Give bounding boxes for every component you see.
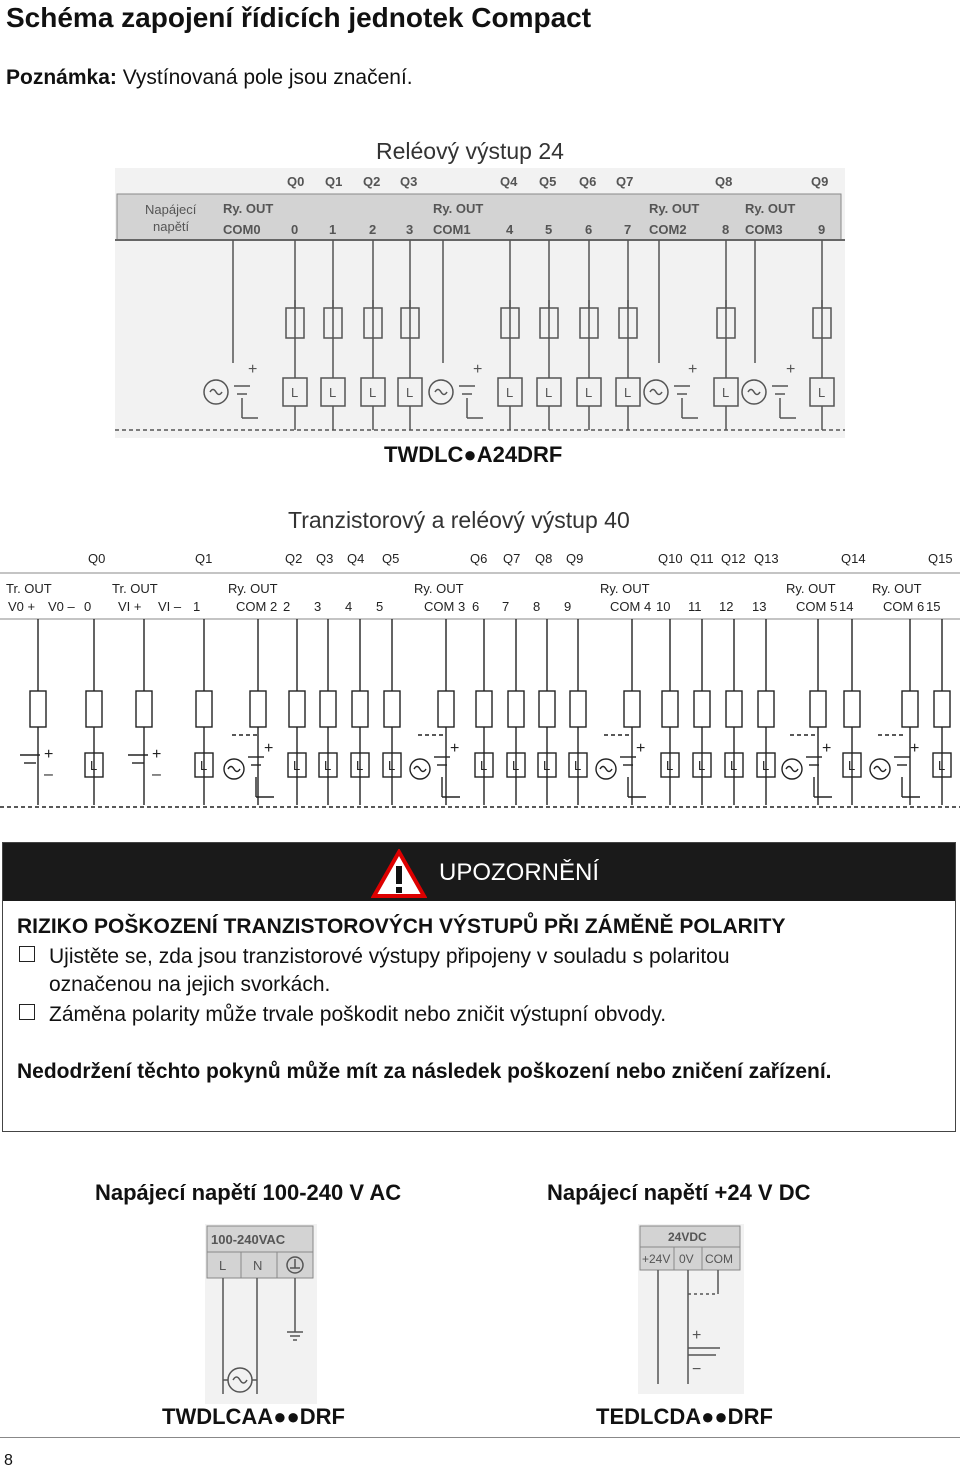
fuse [902,691,918,727]
supply-dc-terminal-plus: +24V [642,1252,671,1266]
fuse [384,691,400,727]
supply-ac-heading: Napájecí napětí 100-240 V AC [95,1180,402,1205]
plus-sign-icon: + [692,1327,702,1344]
load-label: L [200,758,208,773]
terminal-label: 13 [752,599,767,614]
terminal-label: 1 [329,222,337,237]
supply-dc-diagram [638,1224,744,1394]
page-number: 8 [4,1452,13,1469]
q-label: Q14 [841,551,866,566]
q-label: Q4 [500,174,518,189]
model-24: TWDLC●A24DRF [384,442,563,467]
load-label: L [480,758,488,773]
warning-item-1 [19,945,730,969]
terminal-label: 6 [585,222,593,237]
terminal-label: 10 [656,599,671,614]
fuse [570,691,586,727]
fuse [320,691,336,727]
q-label: Q0 [88,551,106,566]
supply-dc-terminal-0v: 0V [679,1252,694,1266]
supply-ac-terminal-l: L [219,1258,227,1273]
load-label: L [356,758,364,773]
plus-label: + [786,361,796,378]
q-label: Q13 [754,551,779,566]
load-label: L [698,758,706,773]
q-label: Q7 [616,174,634,189]
ry-out-label: Ry. OUT [786,581,836,596]
load-label: L [585,385,593,400]
fuse [30,691,46,727]
tr-out-label: Tr. OUT [112,581,158,596]
terminal-label: 8 [722,222,730,237]
plus-label: + [473,361,483,378]
terminal-label: 7 [624,222,632,237]
model-ac: TWDLCAA●●DRF [162,1404,345,1429]
plus-label: + [636,740,646,757]
ry-out-label: Ry. OUT [872,581,922,596]
warning-triangle-icon [371,849,427,899]
load-label: L [388,758,396,773]
warning-item-2 [19,1003,666,1027]
checkbox-icon [19,946,35,962]
com-label: COM2 [649,222,687,237]
q-label: Q5 [382,551,400,566]
q-label: Q15 [928,551,953,566]
load-label: L [406,385,414,400]
terminal-label: 12 [719,599,734,614]
q-label: Q0 [287,174,305,189]
ry-out-label: Ry. OUT [223,201,274,216]
load-label: L [848,758,856,773]
q-label: Q7 [503,551,521,566]
tr-out-label: Tr. OUT [6,581,52,596]
risk-heading: RIZIKO POŠKOZENÍ TRANZISTOROVÝCH VÝSTUPŮ PŘI ZÁMĚNĚ POLARITY [17,915,786,938]
q-label: Q10 [658,551,683,566]
ry-out-label: Ry. OUT [228,581,278,596]
plus-label: + [264,740,274,757]
diagram40-heading: Tranzistorový a reléový výstup 40 [288,507,630,533]
warning-box [2,842,956,1132]
q-label: Q6 [470,551,488,566]
diagram24-heading: Reléový výstup 24 [376,138,564,164]
q-label: Q2 [285,551,303,566]
load-label: L [818,385,826,400]
q-label: Q3 [316,551,334,566]
load-label: L [543,758,551,773]
fuse [624,691,640,727]
terminal-label: 11 [688,599,702,614]
q-label: Q6 [579,174,597,189]
plus-label: + [44,746,54,763]
com-label: COM3 [745,222,783,237]
terminal-label: 15 [926,599,941,614]
fuse [289,691,305,727]
terminal-label: 4 [345,599,353,614]
load-label: L [506,385,514,400]
load-label: L [574,758,582,773]
q-label: Q2 [363,174,381,189]
load-label: L [666,758,674,773]
terminal-label: 3 [406,222,414,237]
load-label: L [722,385,730,400]
load-label: L [545,385,553,400]
fuse [810,691,826,727]
footer-rule [0,1437,960,1438]
plus-label: + [910,740,920,757]
sine [228,767,240,772]
ry-out-label: Ry. OUT [745,201,796,216]
fuse [508,691,524,727]
terminal-label: 5 [545,222,553,237]
terminal-label: 2 [369,222,377,237]
fuse [758,691,774,727]
fuse [844,691,860,727]
load-label: L [324,758,332,773]
ry-out-label: Ry. OUT [414,581,464,596]
terminal-label: COM 5 [796,599,838,614]
fuse [196,691,212,727]
q-label: Q1 [195,551,213,566]
terminal-label: 14 [839,599,854,614]
plus-label: + [688,361,698,378]
supply-label-1: Napájecí [145,202,197,217]
terminal-label: 9 [818,222,826,237]
sine [600,767,612,772]
terminal-label: 2 [283,599,291,614]
terminal-label: 0 [84,599,92,614]
terminal-label: COM 4 [610,599,652,614]
q-label: Q1 [325,174,343,189]
model-dc: TEDLCDA●●DRF [596,1404,773,1429]
terminal-label: 8 [533,599,541,614]
minus-label: – [44,766,53,783]
terminal-label: 7 [502,599,510,614]
fuse [476,691,492,727]
note-label: Poznámka: [6,66,117,89]
q-label: Q5 [539,174,557,189]
wiring-diagram-40 [0,545,960,815]
q-label: Q9 [566,551,584,566]
ry-out-label: Ry. OUT [600,581,650,596]
warning-item-1-cont: označenou na jejich svorkách. [49,973,331,996]
load-label: L [291,385,299,400]
fuse [934,691,950,727]
terminal-label: COM 3 [424,599,466,614]
load-label: L [624,385,632,400]
fuse [352,691,368,727]
page-title: Schéma zapojení řídicích jednotek Compact [6,2,592,33]
load-label: L [512,758,520,773]
com-label: COM0 [223,222,261,237]
supply-dc-heading: Napájecí napětí +24 V DC [547,1180,811,1205]
supply-ac-label: 100-240VAC [211,1232,286,1247]
load-label: L [762,758,770,773]
terminal-label: 0 [291,222,299,237]
plus-label: + [450,740,460,757]
plus-label: + [248,361,258,378]
warning-item-2-text: Záměna polarity může trvale poškodit nebo zničit výstupní obvody. [49,1003,667,1026]
supply-dc-terminal-com: COM [705,1252,733,1266]
warning-title: UPOZORNĚNÍ [439,859,600,886]
q-label: Q8 [535,551,553,566]
supply-label-2: napětí [153,219,190,234]
plus-label: + [152,746,162,763]
fuse [136,691,152,727]
load-label: L [90,758,98,773]
fuse [662,691,678,727]
sine [786,767,798,772]
minus-sign-icon: − [692,1361,702,1378]
terminal-label: VI – [158,599,182,614]
note-text: Vystínovaná pole jsou značení. [116,66,413,89]
load-label: L [938,758,946,773]
fuse [250,691,266,727]
fuse [694,691,710,727]
load-label: L [369,385,377,400]
q-label: Q8 [715,174,733,189]
load-label: L [293,758,301,773]
load-label: L [329,385,337,400]
wiring-diagram-24 [115,168,845,438]
sine [874,767,886,772]
fuse [726,691,742,727]
checkbox-icon [19,1004,35,1020]
q-label: Q9 [811,174,829,189]
com-label: COM1 [433,222,471,237]
warning-closing: Nedodržení těchto pokynů může mít za následek poškození nebo zničení zařízení. [17,1060,832,1083]
note [6,66,413,90]
supply-ac-diagram [205,1224,317,1404]
terminal-label: VI + [118,599,142,614]
terminal-label: V0 + [8,599,36,614]
supply-ac-terminal-n: N [253,1258,263,1273]
minus-label: – [152,766,161,783]
ry-out-label: Ry. OUT [649,201,700,216]
q-label: Q3 [400,174,418,189]
q-label: Q12 [721,551,746,566]
terminal-label: 3 [314,599,322,614]
ry-out-label: Ry. OUT [433,201,484,216]
q-label: Q4 [347,551,365,566]
q-label: Q11 [690,551,714,566]
fuse [539,691,555,727]
fuse [438,691,454,727]
terminal-label: 9 [564,599,572,614]
terminal-label: 6 [472,599,480,614]
terminal-label: 4 [506,222,514,237]
terminal-label: COM 2 [236,599,278,614]
terminal-label: 1 [193,599,201,614]
fuse [86,691,102,727]
terminal-label: COM 6 [883,599,925,614]
terminal-label: 5 [376,599,384,614]
load-label: L [730,758,738,773]
plus-label: + [822,740,832,757]
terminal-label: V0 – [48,599,75,614]
supply-dc-label: 24VDC [668,1230,707,1244]
sine [414,767,426,772]
warning-item-1-text: Ujistěte se, zda jsou tranzistorové výstupy připojeny v souladu s polaritou [49,945,730,968]
